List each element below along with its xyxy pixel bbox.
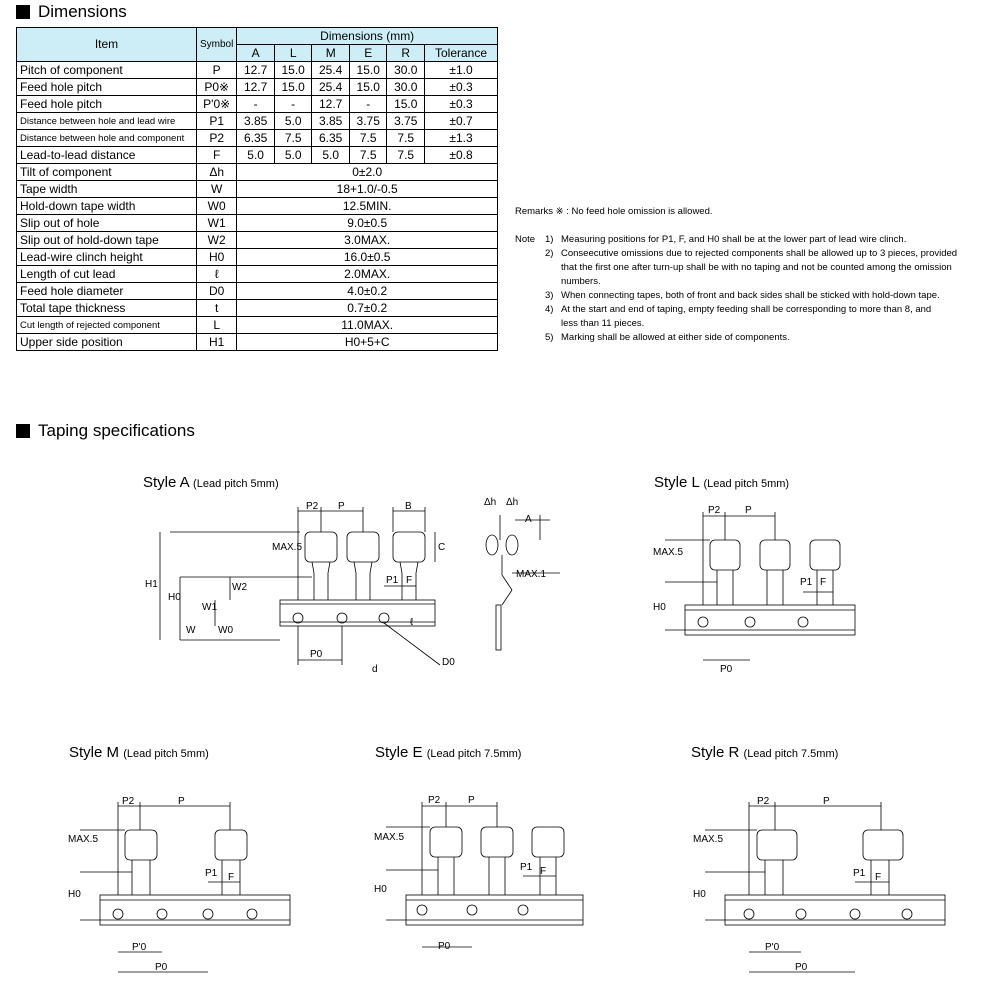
label-H0: H0 (168, 592, 181, 603)
table-row (17, 79, 498, 96)
symbol-cell: D0 (197, 283, 237, 300)
label-max5: MAX.5 (653, 547, 684, 558)
note-number: 5) (545, 332, 554, 343)
note-text: less than 11 pieces. (561, 318, 645, 329)
label-D0: D0 (442, 657, 455, 668)
value-cell: 30.0 (387, 79, 425, 96)
label-d: d (372, 664, 378, 675)
value-cell: ±1.3 (425, 130, 498, 147)
label-max5: MAX.5 (693, 834, 724, 845)
value-cell: 5.0 (274, 113, 312, 130)
label-max1: MAX.1 (516, 569, 547, 580)
note-item (515, 317, 995, 331)
note-text: At the start and end of taping, empty feeding shall be corresponding to more than 8, and (561, 304, 932, 315)
value-cell: - (274, 96, 312, 113)
item-cell: Lead-wire clinch height (17, 249, 197, 266)
note-label (515, 261, 545, 275)
label-P0: P0 (310, 649, 323, 660)
table-row (17, 198, 498, 215)
style-a-title (143, 474, 279, 491)
header-col: R (387, 45, 425, 62)
header-col: E (349, 45, 387, 62)
table-row (17, 334, 498, 351)
label-P2: P2 (122, 796, 135, 807)
label-P: P (338, 501, 345, 512)
dimensions-heading (16, 2, 127, 22)
dimensions-table (16, 27, 498, 351)
style-pitch: (Lead pitch 5mm) (123, 748, 209, 760)
header-col: A (237, 45, 275, 62)
table-row (17, 113, 498, 130)
value-cell: 12.7 (237, 62, 275, 79)
note-label: Note (515, 234, 536, 245)
component-body (305, 532, 337, 562)
label-W0: W0 (218, 625, 233, 636)
label-max5: MAX.5 (374, 832, 405, 843)
header-col: L (274, 45, 312, 62)
item-cell: Feed hole pitch (17, 96, 197, 113)
label-P1: P1 (520, 862, 533, 873)
note-item (515, 261, 995, 275)
value-cell: ±0.7 (425, 113, 498, 130)
note-number: 1) (545, 234, 554, 245)
note-text: that the first one after turn-up shall be with no taping and not be counted among the omission (561, 262, 952, 273)
item-cell: Distance between hole and lead wire (17, 113, 197, 130)
table-row (17, 147, 498, 164)
item-cell: Length of cut lead (17, 266, 197, 283)
value-cell: 15.0 (349, 62, 387, 79)
style-name: Style L (654, 474, 700, 491)
value-cell: ±0.3 (425, 96, 498, 113)
value-cell: 0±2.0 (237, 164, 498, 181)
symbol-cell: P2 (197, 130, 237, 147)
header-col: Tolerance (425, 45, 498, 62)
style-l-title (654, 474, 789, 491)
component-body (347, 532, 379, 562)
value-cell: 3.85 (312, 113, 350, 130)
label-P1: P1 (386, 575, 399, 586)
label-dh: Δh (484, 497, 497, 508)
value-cell: - (349, 96, 387, 113)
note-item (515, 247, 995, 261)
label-H0: H0 (653, 602, 666, 613)
note-text: Measuring positions for P1, F, and H0 shall be at the lower part of lead wire clinch. (561, 234, 907, 245)
value-cell: 15.0 (349, 79, 387, 96)
label-F: F (820, 577, 827, 588)
value-cell: 16.0±0.5 (237, 249, 498, 266)
note-text: Conseecutive omissions due to rejected components shall be allowed up to 3 pieces, provided (561, 248, 958, 259)
table-row (17, 317, 498, 334)
table-row (17, 266, 498, 283)
remarks-text: Remarks ※ : No feed hole omission is allowed. (515, 206, 713, 217)
value-cell: 18+1.0/-0.5 (237, 181, 498, 198)
style-pitch: (Lead pitch 5mm) (193, 478, 279, 490)
value-cell: 7.5 (274, 130, 312, 147)
label-P2: P2 (757, 796, 770, 807)
table-row (17, 62, 498, 79)
note-label (515, 289, 545, 303)
value-cell: 7.5 (387, 147, 425, 164)
item-cell: Distance between hole and component (17, 130, 197, 147)
style-e-diagram (368, 792, 583, 957)
symbol-cell: W1 (197, 215, 237, 232)
label-H0: H0 (693, 889, 706, 900)
note-label (515, 317, 545, 331)
item-cell: Tilt of component (17, 164, 197, 181)
symbol-cell: H1 (197, 334, 237, 351)
note-item (515, 275, 995, 289)
value-cell: 0.7±0.2 (237, 300, 498, 317)
item-cell: Total tape thickness (17, 300, 197, 317)
value-cell: 25.4 (312, 79, 350, 96)
label-P1: P1 (800, 577, 813, 588)
label-W1: W1 (202, 602, 217, 613)
value-cell: 11.0MAX. (237, 317, 498, 334)
item-cell: Lead-to-lead distance (17, 147, 197, 164)
note-item (515, 331, 995, 345)
label-P: P (823, 796, 830, 807)
value-cell: 12.7 (312, 96, 350, 113)
table-row (17, 164, 498, 181)
value-cell: ±1.0 (425, 62, 498, 79)
symbol-cell: P (197, 62, 237, 79)
value-cell: 12.7 (237, 79, 275, 96)
header-dimensions: Dimensions (mm) (237, 28, 498, 45)
style-m-title (69, 744, 209, 761)
symbol-cell: W (197, 181, 237, 198)
value-cell: - (237, 96, 275, 113)
symbol-cell: P0※ (197, 79, 237, 96)
table-row (17, 96, 498, 113)
style-e-title (375, 744, 521, 761)
label-max5: MAX.5 (272, 542, 303, 553)
item-cell: Tape width (17, 181, 197, 198)
value-cell: 6.35 (237, 130, 275, 147)
style-r-title (691, 744, 838, 761)
value-cell: 3.0MAX. (237, 232, 498, 249)
value-cell: 3.85 (237, 113, 275, 130)
symbol-cell: ℓ (197, 266, 237, 283)
square-bullet-icon (16, 5, 30, 19)
label-dh: Δh (506, 497, 519, 508)
label-B: B (405, 501, 412, 512)
symbol-cell: P1 (197, 113, 237, 130)
value-cell: 12.5MIN. (237, 198, 498, 215)
label-H0: H0 (374, 884, 387, 895)
value-cell: ±0.8 (425, 147, 498, 164)
value-cell: 25.4 (312, 62, 350, 79)
note-number: 4) (545, 304, 554, 315)
style-r-diagram (685, 792, 945, 982)
label-F: F (540, 866, 547, 877)
table-row (17, 130, 498, 147)
label-P: P (178, 796, 185, 807)
label-F: F (228, 872, 235, 883)
item-cell: Cut length of rejected component (17, 317, 197, 334)
table-row (17, 215, 498, 232)
label-W2: W2 (232, 582, 247, 593)
label-P0: P0 (155, 962, 168, 973)
label-P2: P2 (306, 501, 319, 512)
header-item: Item (17, 28, 197, 62)
style-pitch: (Lead pitch 5mm) (703, 478, 790, 490)
header-col: M (312, 45, 350, 62)
note-item (515, 233, 995, 247)
symbol-cell: L (197, 317, 237, 334)
label-F: F (875, 872, 882, 883)
value-cell: 15.0 (274, 79, 312, 96)
label-P: P (468, 795, 475, 806)
label-P2: P2 (708, 505, 721, 516)
item-cell: Feed hole pitch (17, 79, 197, 96)
symbol-cell: W2 (197, 232, 237, 249)
label-H0: H0 (68, 889, 81, 900)
header-symbol: Symbol (197, 28, 237, 62)
label-P1: P1 (205, 868, 218, 879)
label-W: W (186, 625, 196, 636)
label-l: ℓ (410, 617, 414, 628)
value-cell: 3.75 (349, 113, 387, 130)
note-number: 3) (545, 290, 554, 301)
item-cell: Pitch of component (17, 62, 197, 79)
label-H1: H1 (145, 579, 158, 590)
label-P'0: P'0 (765, 942, 780, 953)
style-name: Style E (375, 744, 423, 761)
value-cell: 2.0MAX. (237, 266, 498, 283)
label-P0: P0 (795, 962, 808, 973)
note-label (515, 247, 545, 261)
table-row (17, 283, 498, 300)
symbol-cell: t (197, 300, 237, 317)
item-cell: Feed hole diameter (17, 283, 197, 300)
value-cell: 7.5 (387, 130, 425, 147)
value-cell: 15.0 (387, 96, 425, 113)
style-pitch: (Lead pitch 7.5mm) (743, 748, 839, 760)
note-number (545, 317, 561, 331)
label-P1: P1 (853, 868, 866, 879)
value-cell: 5.0 (237, 147, 275, 164)
note-text: numbers. (561, 276, 601, 287)
item-cell: Slip out of hold-down tape (17, 232, 197, 249)
style-name: Style A (143, 474, 189, 491)
symbol-cell: W0 (197, 198, 237, 215)
value-cell: ±0.3 (425, 79, 498, 96)
table-row (17, 181, 498, 198)
table-row (17, 300, 498, 317)
note-number (545, 261, 561, 275)
style-a-diagram (140, 495, 560, 680)
dimensions-title: Dimensions (38, 2, 127, 21)
symbol-cell: Δh (197, 164, 237, 181)
note-number (545, 275, 561, 289)
label-P0: P0 (720, 664, 733, 675)
label-P0: P0 (438, 941, 451, 952)
note-number: 2) (545, 248, 554, 259)
value-cell: 6.35 (312, 130, 350, 147)
value-cell: 9.0±0.5 (237, 215, 498, 232)
table-row (17, 249, 498, 266)
square-bullet-icon (16, 424, 30, 438)
item-cell: Hold-down tape width (17, 198, 197, 215)
label-P2: P2 (428, 795, 441, 806)
note-item (515, 289, 995, 303)
label-P'0: P'0 (132, 942, 147, 953)
value-cell: 7.5 (349, 130, 387, 147)
table-row (17, 232, 498, 249)
note-item (515, 303, 995, 317)
style-pitch: (Lead pitch 7.5mm) (426, 748, 522, 760)
note-label (515, 303, 545, 317)
note-label (515, 331, 545, 345)
style-name: Style M (69, 744, 120, 761)
value-cell: 30.0 (387, 62, 425, 79)
notes-block (515, 233, 995, 345)
component-body (393, 532, 425, 562)
value-cell: 5.0 (312, 147, 350, 164)
value-cell: 15.0 (274, 62, 312, 79)
value-cell: 4.0±0.2 (237, 283, 498, 300)
label-P: P (745, 505, 752, 516)
item-cell: Slip out of hole (17, 215, 197, 232)
symbol-cell: H0 (197, 249, 237, 266)
value-cell: 5.0 (274, 147, 312, 164)
value-cell: 7.5 (349, 147, 387, 164)
value-cell: 3.75 (387, 113, 425, 130)
label-C: C (438, 542, 446, 553)
label-max5: MAX.5 (68, 834, 99, 845)
note-text: Marking shall be allowed at either side of components. (561, 332, 790, 343)
style-m-diagram (60, 792, 290, 982)
style-name: Style R (691, 744, 740, 761)
note-text: When connecting tapes, both of front and back sides shall be sticked with hold-down tape. (561, 290, 940, 301)
value-cell: H0+5+C (237, 334, 498, 351)
label-A: A (525, 514, 532, 525)
note-label (515, 275, 545, 289)
taping-heading (16, 421, 195, 441)
symbol-cell: F (197, 147, 237, 164)
taping-title: Taping specifications (38, 421, 195, 440)
item-cell: Upper side position (17, 334, 197, 351)
style-l-diagram (645, 500, 855, 675)
symbol-cell: P'0※ (197, 96, 237, 113)
label-F: F (406, 575, 413, 586)
